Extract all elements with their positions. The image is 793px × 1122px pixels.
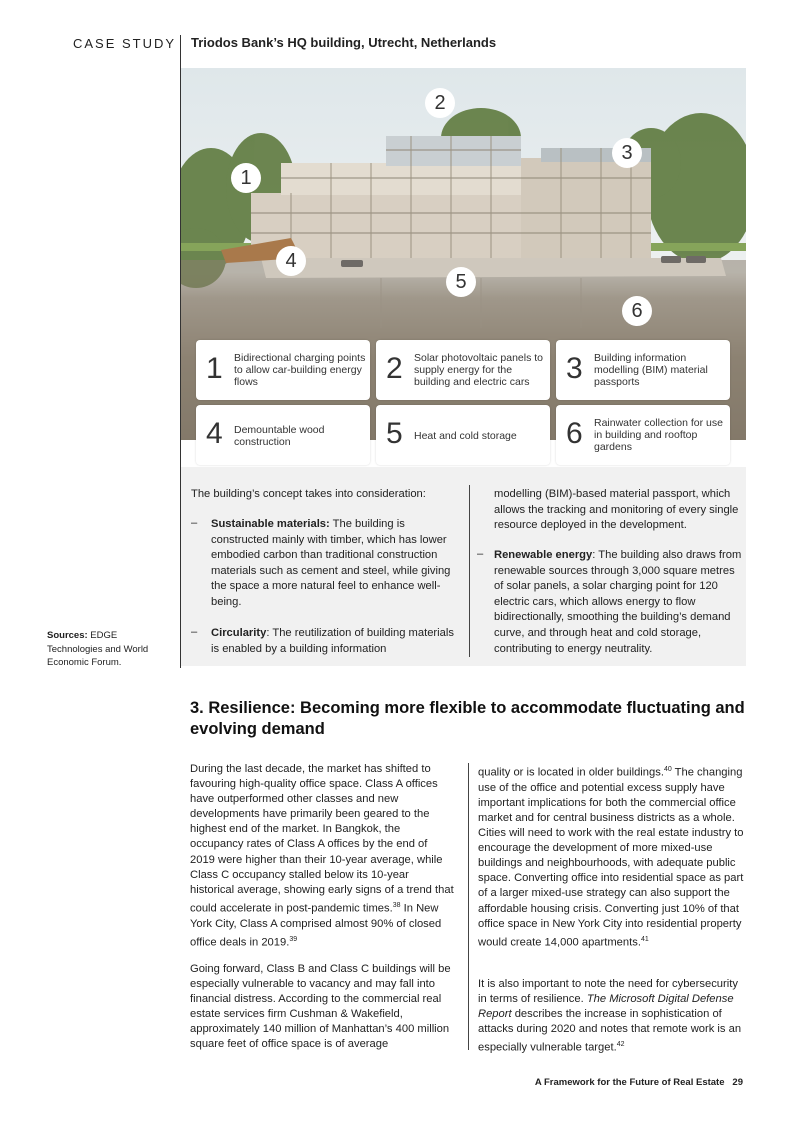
page-number: 29 (732, 1077, 743, 1088)
card-number: 2 (386, 352, 403, 385)
marker-2: 2 (425, 88, 455, 118)
item-text: The building is constructed mainly with timber, which has lower embodied carbon than traditional construction materials such as cement and steel, while giving the space a more natural feel to enhance well-being. (211, 518, 451, 608)
body-text: quality or is located in older buildings. (478, 766, 664, 779)
body-col2-p1 (478, 762, 748, 951)
footer-title: A Framework for the Future of Real Estate (534, 1077, 725, 1088)
marker-4: 4 (276, 246, 306, 276)
card-number: 5 (386, 417, 403, 450)
card-number: 4 (206, 417, 223, 450)
header-title: Triodos Bank’s HQ building, Utrecht, Netherlands (191, 35, 497, 50)
body-column-divider (468, 763, 469, 1050)
bullet-dash: – (477, 548, 484, 560)
concept-item-renewable (494, 548, 746, 657)
concept-column-divider (469, 485, 470, 657)
item-title: Sustainable materials: (211, 518, 330, 530)
body-text: In New York City, Class A comprised almost 90% of closed office deals in 2019. (190, 902, 442, 949)
feature-card-1 (196, 340, 370, 400)
sources-text: EDGE Technologies and World Economic Forum. (47, 630, 149, 668)
footnote-42: 42 (616, 1041, 625, 1049)
feature-card-5 (376, 405, 550, 465)
body-col2-p2 (478, 977, 748, 1056)
bullet-dash: – (191, 626, 198, 638)
card-text: Demountable wood construction (234, 424, 325, 448)
card-number: 3 (566, 352, 583, 385)
sources-label: Sources: (47, 630, 88, 641)
footnote-41: 41 (640, 935, 649, 943)
card-text: Building information modelling (BIM) material passports (594, 352, 708, 388)
concept-intro: The building’s concept takes into consideration: (191, 488, 426, 500)
body-text: During the last decade, the market has shifted to favouring high-quality office space. Class A offices have outperformed other classes and new developments have primarily been geared to the highest end of the market. In Bangkok, the occupancy rates of Class A offices by the end of 2019 were higher than their 10-year average, while Class C occupancy stalled below its 10-year historical average, showing early signs of a trend that could accelerate in post-pandemic times. (190, 763, 454, 915)
marker-1: 1 (231, 163, 261, 193)
body-col1-p1 (190, 762, 455, 951)
card-number: 6 (566, 417, 583, 450)
marker-5: 5 (446, 267, 476, 297)
concept-item-sustainable (211, 517, 461, 611)
footer (535, 1077, 743, 1088)
body-text: describes the increase in sophistication of attacks during 2020 and notes that remote work is an especially vulnerable target. (478, 1008, 742, 1055)
body-col1-p2: Going forward, Class B and Class C buildings will be especially vulnerable to vacancy and may fall into financial distress. According to the commercial real estate services firm Cushman & Wakefield, approximately 140 million of Manhattan’s 400 million square feet of office space is of average (190, 963, 451, 1051)
report-title: The Microsoft Digital Defense Report (478, 993, 734, 1021)
card-text: Solar photovoltaic panels to supply energy for the building and electric cars (414, 352, 543, 388)
card-text: Rainwater collection for use in building and rooftop gardens (594, 417, 723, 453)
item-title: Circularity (211, 627, 267, 639)
card-number: 1 (206, 352, 223, 385)
body-text: It is also important to note the need for cybersecurity in terms of resilience. (478, 978, 738, 1006)
feature-card-2 (376, 340, 550, 400)
card-text: Bidirectional charging points to allow car-building energy flows (234, 352, 366, 388)
feature-card-3 (556, 340, 730, 400)
section-title: 3. Resilience: Becoming more flexible to accommodate fluctuating and evolving demand (190, 699, 745, 738)
header-label: CASE STUDY (73, 36, 177, 51)
concept-item-circularity (211, 626, 461, 657)
body-text: The changing use of the office and potential excess supply have important implications for both the commercial office market and for central business districts as a whole. Cities will need to work with the real estate industry to encourage the development of more mixed-use buildings and neighbourhoods, with adequate public space. Converting office into residential space as part of a larger mixed-use strategy can also support the affordable housing crisis. Converting just 10% of that office space in New York City into residential property would create 14,000 apartments. (478, 766, 744, 949)
feature-card-6 (556, 405, 730, 465)
marker-3: 3 (612, 138, 642, 168)
marker-6: 6 (622, 296, 652, 326)
item-title: Renewable energy (494, 549, 593, 561)
footnote-40: 40 (663, 766, 672, 773)
sources-note (47, 629, 162, 670)
card-text: Heat and cold storage (414, 430, 517, 442)
footnote-39: 39 (289, 935, 298, 943)
item-text: : The building also draws from renewable sources through 3,000 square metres of solar panels, a solar charging point for 120 electric cars, which allows energy to flow bidirectionally, smoothing the building’s demand curve, and through heat and cold storage, contributing to energy neutrality. (494, 549, 742, 655)
footnote-38: 38 (392, 901, 401, 909)
item-text: : The reutilization of building materials is enabled by a building information (211, 627, 454, 655)
concept-continued: modelling (BIM)-based material passport, which allows the tracking and monitoring of every single resource deployed in the development. (494, 488, 739, 532)
feature-card-4 (196, 405, 370, 465)
bullet-dash: – (191, 517, 198, 529)
